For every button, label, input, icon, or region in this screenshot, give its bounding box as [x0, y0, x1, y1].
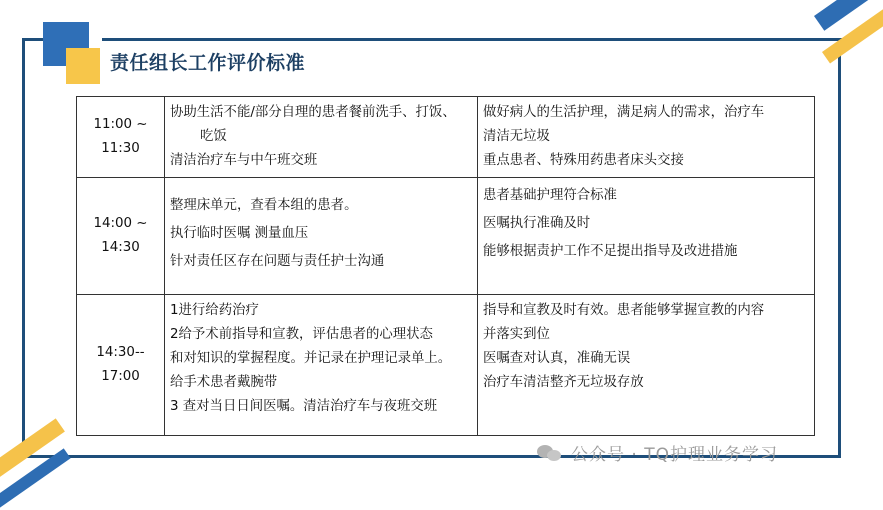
criteria-line: 患者基础护理符合标准	[483, 188, 617, 203]
frame-border-right	[838, 38, 841, 458]
task-line: 吃饭	[200, 129, 227, 144]
watermark	[537, 440, 778, 465]
criteria-cell	[478, 97, 815, 178]
task-line: 和对知识的掌握程度。并记录在护理记录单上。	[170, 351, 452, 366]
task-line: 整理床单元，查看本组的患者。	[170, 198, 358, 213]
criteria-line: 清洁无垃圾	[483, 129, 550, 144]
watermark-text: 公众号 · TQ护理业务学习	[571, 445, 778, 465]
time-cell	[77, 97, 165, 178]
time-start: 14:00 ~	[93, 216, 148, 231]
table-row	[77, 178, 815, 295]
time-cell	[77, 295, 165, 436]
task-line: 针对责任区存在问题与责任护士沟通	[170, 254, 385, 269]
task-line: 1进行给药治疗	[170, 303, 259, 318]
frame-border-top-left	[22, 38, 44, 41]
table-row	[77, 97, 815, 178]
criteria-line: 重点患者、特殊用药患者床头交接	[483, 153, 684, 168]
criteria-line: 做好病人的生活护理，满足病人的需求，治疗车	[483, 105, 765, 120]
task-line: 给手术患者戴腕带	[170, 375, 278, 390]
criteria-cell	[478, 295, 815, 436]
task-line: 3 查对当日日间医嘱。清洁治疗车与夜班交班	[170, 399, 438, 414]
criteria-line: 医嘱查对认真，准确无误	[483, 351, 631, 366]
time-start: 14:30--	[96, 345, 145, 360]
task-line: 协助生活不能/部分自理的患者餐前洗手、打饭、	[170, 105, 456, 120]
criteria-line: 指导和宣教及时有效。患者能够掌握宣教的内容	[483, 303, 765, 318]
time-end: 14:30	[101, 240, 140, 255]
tasks-cell	[165, 97, 478, 178]
criteria-line: 医嘱执行准确及时	[483, 216, 591, 231]
criteria-line: 能够根据责护工作不足提出指导及改进措施	[483, 244, 738, 259]
table-row	[77, 295, 815, 436]
criteria-cell	[478, 178, 815, 295]
time-cell	[77, 178, 165, 295]
frame-border-top	[102, 38, 842, 41]
time-end: 17:00	[101, 369, 140, 384]
time-end: 11:30	[101, 141, 140, 156]
criteria-line: 并落实到位	[483, 327, 550, 342]
task-line: 执行临时医嘱 测量血压	[170, 226, 309, 241]
decor-yellow-square	[66, 48, 100, 84]
task-line: 2给予术前指导和宣教，评估患者的心理状态	[170, 327, 433, 342]
page-title: 责任组长工作评价标准	[110, 52, 306, 74]
wechat-icon	[537, 443, 563, 463]
tasks-cell	[165, 178, 478, 295]
frame-border-left	[22, 38, 25, 458]
time-start: 11:00 ~	[93, 117, 148, 132]
evaluation-table	[76, 96, 815, 436]
task-line: 清洁治疗车与中午班交班	[170, 153, 318, 168]
tasks-cell	[165, 295, 478, 436]
criteria-line: 治疗车清洁整齐无垃圾存放	[483, 375, 644, 390]
